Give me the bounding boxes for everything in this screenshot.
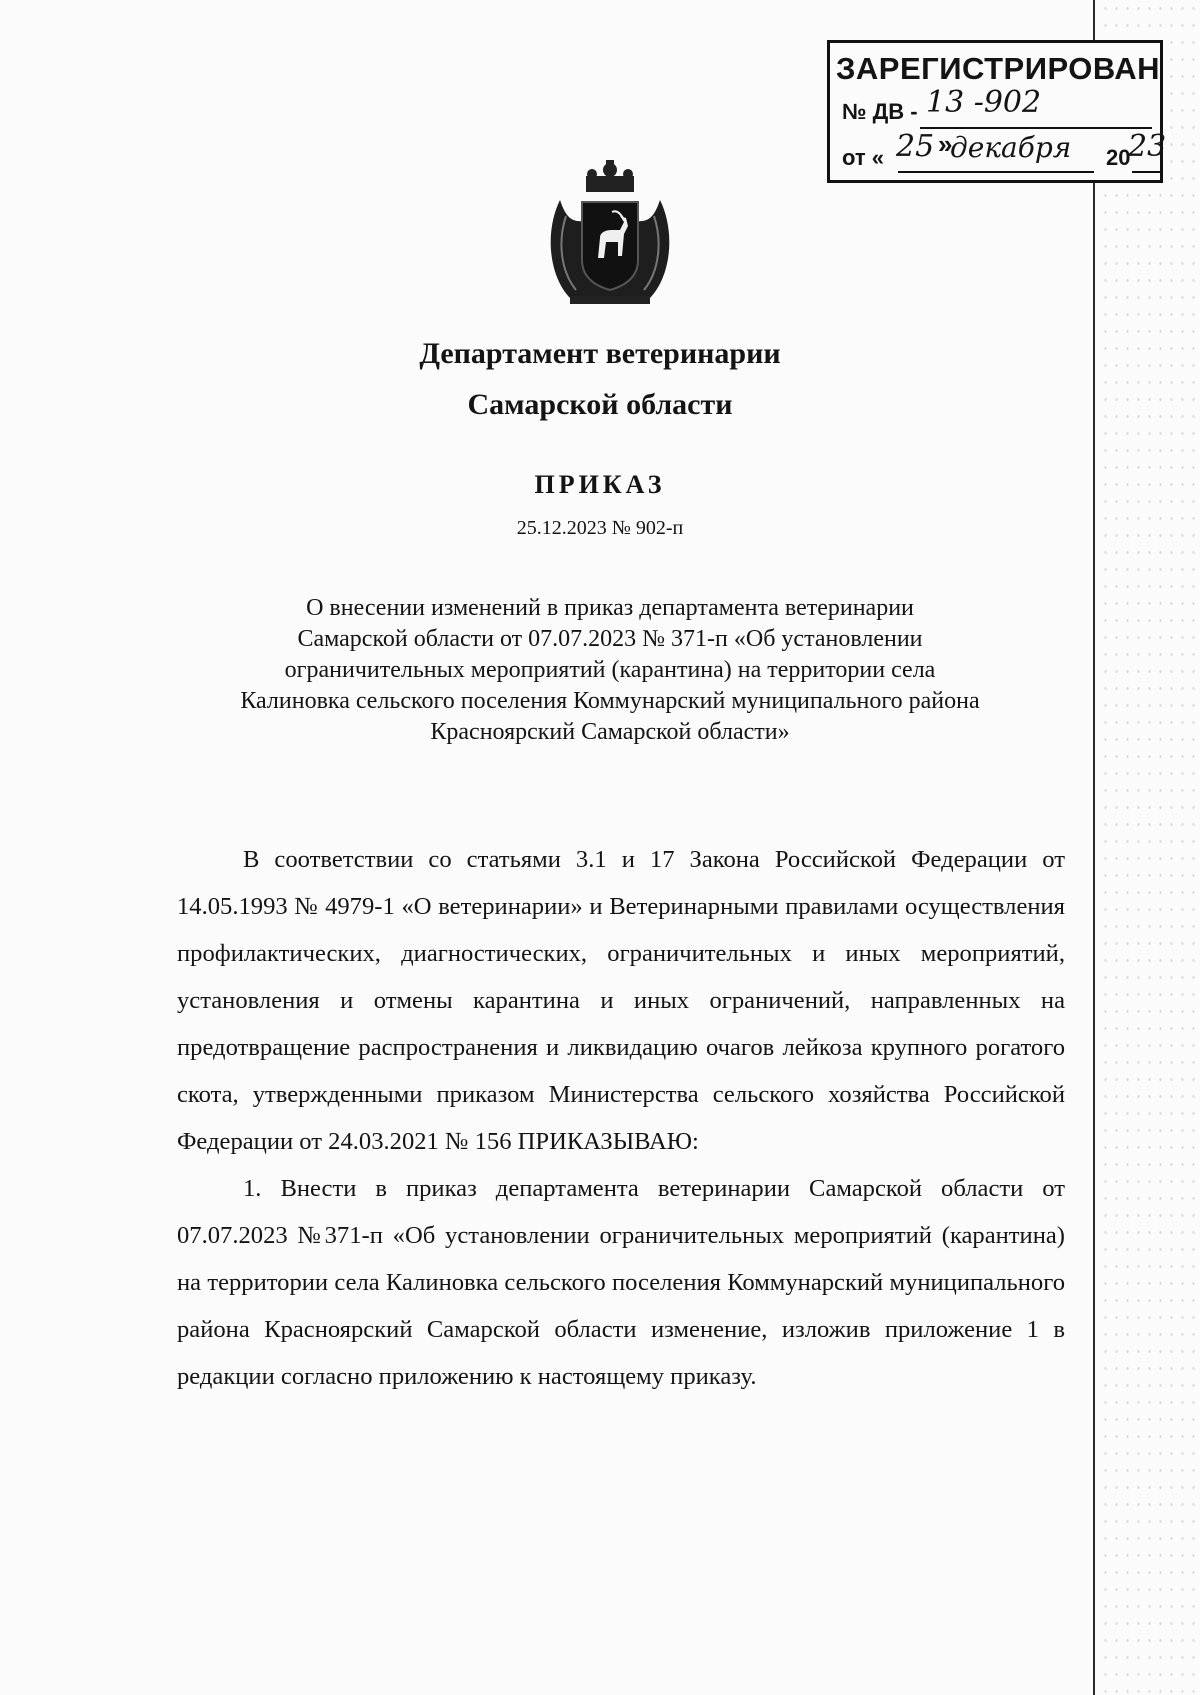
body-paragraph-item-1: 1. Внести в приказ департамента ветеринарии Самарской области от 07.07.2023 №371-п «Об установлении ограничительных мероприятий (карантина) на территории села Калиновка сельского поселения Коммунарский муниципального района Красноярский Самарской области изменение, изложив приложение 1 в редакции согласно приложению к настоящему приказу. — [177, 1175, 1065, 1390]
stamp-number-row — [842, 99, 918, 125]
stamp-month-handwritten: декабря — [950, 131, 1072, 164]
scan-edge-line — [1093, 0, 1095, 1695]
document-date-number: 25.12.2023 № 902-п — [516, 517, 684, 539]
stamp-number-underline — [920, 127, 1152, 129]
registration-stamp — [827, 40, 1167, 183]
subject-line: ограничительных мероприятий (карантина) на территории села — [284, 657, 936, 683]
stamp-day-handwritten: 25 — [896, 129, 935, 164]
stamp-day-close-quote: » — [938, 129, 953, 159]
stamp-number-handwritten: 13 -902 — [926, 85, 1042, 120]
body-paragraph-preamble: В соответствии со статьями 3.1 и 17 Закона Российской Федерации от 14.05.1993 № 4979-1 «О ветеринарии» и Ветеринарными правилами осуществления профилактических, диагностических, ограничительных и иных мероприятий, установления и отмены карантина и иных ограничений, направленных на предотвращение распространения и ликвидацию очагов лейкоза крупного рогатого скота, утвержденными приказом Министерства сельского хозяйства Российской Федерации от 24.03.2021 № 156 ПРИКАЗЫВАЮ: — [177, 846, 1065, 1155]
stamp-date-underline — [898, 171, 1094, 173]
subject-line: Красноярский Самарской области» — [430, 719, 790, 745]
stamp-year-handwritten: 23 — [1128, 129, 1167, 164]
department-title-line2: Самарской области — [467, 388, 733, 421]
stamp-year-underline — [1132, 171, 1162, 173]
document-type-heading: ПРИКАЗ — [534, 470, 666, 499]
department-title-line1: Департамент ветеринарии — [419, 337, 781, 370]
document-body — [177, 836, 1065, 1400]
subject-line: Самарской области от 07.07.2023 № 371-п «Об установлении — [297, 626, 923, 652]
stamp-title: ЗАРЕГИСТРИРОВАН — [835, 51, 1161, 86]
stamp-year-prefix: 20 — [1106, 145, 1131, 170]
subject-line: О внесении изменений в приказ департамента ветеринарии — [306, 595, 914, 621]
samara-coat-of-arms-icon — [540, 160, 680, 308]
document-subject — [170, 593, 1050, 748]
subject-line: Калиновка сельского поселения Коммунарский муниципального района — [240, 688, 980, 714]
stamp-number-label: № ДВ - — [842, 99, 918, 124]
scan-noise — [1100, 0, 1200, 1695]
stamp-date-label: от « — [842, 145, 885, 170]
